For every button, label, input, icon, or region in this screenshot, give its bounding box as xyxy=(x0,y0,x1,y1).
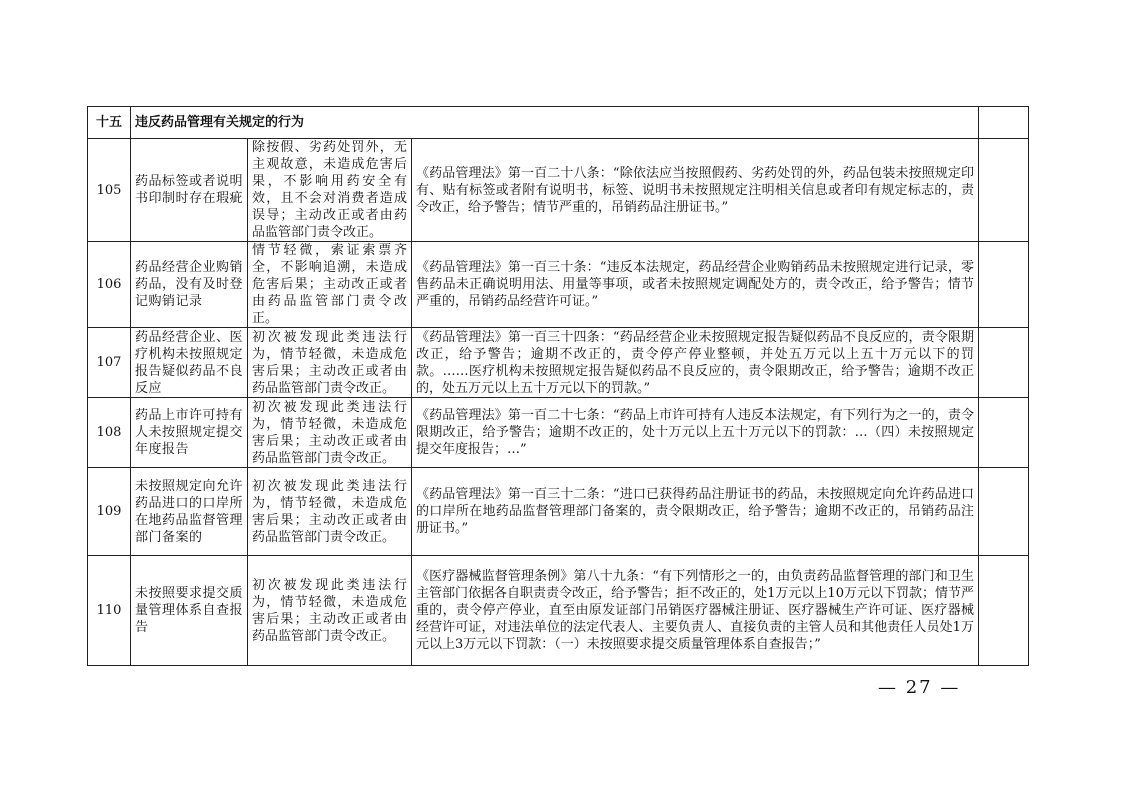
violation-name: 药品经营企业购销药品，没有及时登记购销记录 xyxy=(131,242,248,328)
row-number: 110 xyxy=(88,556,131,666)
row-number: 109 xyxy=(88,468,131,556)
table-row xyxy=(88,556,1029,666)
violation-name: 药品经营企业、医疗机构未按照规定报告疑似药品不良反应 xyxy=(131,328,248,398)
legal-basis: 《药品管理法》第一百二十七条：“药品上市许可持有人违反本法规定，有下列行为之一的，责令限期改正，给予警告；逾期不改正的，处十万元以上五十万元以下的罚款：…（四）未按照规定提交年度报告；…” xyxy=(412,398,979,468)
legal-basis: 《药品管理法》第一百三十四条：“药品经营企业未按照规定报告疑似药品不良反应的，责令限期改正，给予警告；逾期不改正的，责令停产停业整顿，并处五万元以上五十万元以下的罚款。……医疗机构未按照规定报告疑似药品不良反应的，责令限期改正，给予警告；逾期不改正的，处五万元以上五十万元以下的罚款。” xyxy=(412,328,979,398)
condition-text: 情节轻微，索证索票齐全，不影响追溯，未造成危害后果；主动改正或者由药品监管部门责令改正。 xyxy=(248,242,412,328)
regulation-table xyxy=(87,106,1029,666)
table-row xyxy=(88,328,1029,398)
section-title: 违反药品管理有关规定的行为 xyxy=(131,107,979,139)
empty-cell xyxy=(979,398,1029,468)
section-number: 十五 xyxy=(88,107,131,139)
legal-basis: 《医疗器械监督管理条例》第八十九条：“有下列情形之一的，由负责药品监督管理的部门和卫生主管部门依据各自职责责令改正，给予警告；拒不改正的，处1万元以上10万元以下罚款；情节严重的，责令停产停业，直至由原发证部门吊销医疗器械注册证、医疗器械生产许可证、医疗器械经营许可证，对违法单位的法定代表人、主要负责人、直接负责的主管人员和其他责任人员处1万元以上3万元以下罚款：（一）未按照要求提交质量管理体系自查报告；” xyxy=(412,556,979,666)
condition-text: 除按假、劣药处罚外，无主观故意，未造成危害后果，不影响用药安全有效，且不会对消费者造成误导；主动改正或者由药品监管部门责令改正。 xyxy=(248,139,412,242)
empty-cell xyxy=(979,139,1029,242)
empty-cell xyxy=(979,468,1029,556)
row-number: 108 xyxy=(88,398,131,468)
empty-cell xyxy=(979,328,1029,398)
legal-basis: 《药品管理法》第一百二十八条：“除依法应当按照假药、劣药处罚的外，药品包装未按照规定印有、贴有标签或者附有说明书，标签、说明书未按照规定注明相关信息或者印有规定标志的，责令改正，给予警告；情节严重的，吊销药品注册证书。” xyxy=(412,139,979,242)
section-header-row xyxy=(88,107,1029,139)
table-row xyxy=(88,468,1029,556)
table-row xyxy=(88,398,1029,468)
legal-basis: 《药品管理法》第一百三十条：“违反本法规定，药品经营企业购销药品未按照规定进行记录，零售药品未正确说明用法、用量等事项，或者未按照规定调配处方的，责令改正，给予警告；情节严重的，吊销药品经营许可证。” xyxy=(412,242,979,328)
violation-name: 药品标签或者说明书印制时存在瑕疵 xyxy=(131,139,248,242)
table-row xyxy=(88,242,1029,328)
condition-text: 初次被发现此类违法行为，情节轻微，未造成危害后果；主动改正或者由药品监管部门责令改正。 xyxy=(248,556,412,666)
empty-cell xyxy=(979,107,1029,139)
condition-text: 初次被发现此类违法行为，情节轻微，未造成危害后果；主动改正或者由药品监管部门责令改正。 xyxy=(248,468,412,556)
legal-basis: 《药品管理法》第一百三十二条：“进口已获得药品注册证书的药品，未按照规定向允许药品进口的口岸所在地药品监督管理部门备案的，责令限期改正，给予警告；逾期不改正的，吊销药品注册证书。” xyxy=(412,468,979,556)
row-number: 105 xyxy=(88,139,131,242)
table-row xyxy=(88,139,1029,242)
page-number: — 27 — xyxy=(878,677,961,698)
violation-name: 未按照要求提交质量管理体系自查报告 xyxy=(131,556,248,666)
violation-name: 药品上市许可持有人未按照规定提交年度报告 xyxy=(131,398,248,468)
empty-cell xyxy=(979,242,1029,328)
condition-text: 初次被发现此类违法行为，情节轻微，未造成危害后果；主动改正或者由药品监管部门责令改正。 xyxy=(248,398,412,468)
row-number: 107 xyxy=(88,328,131,398)
row-number: 106 xyxy=(88,242,131,328)
condition-text: 初次被发现此类违法行为，情节轻微，未造成危害后果；主动改正或者由药品监管部门责令改正。 xyxy=(248,328,412,398)
empty-cell xyxy=(979,556,1029,666)
violation-name: 未按照规定向允许药品进口的口岸所在地药品监督管理部门备案的 xyxy=(131,468,248,556)
